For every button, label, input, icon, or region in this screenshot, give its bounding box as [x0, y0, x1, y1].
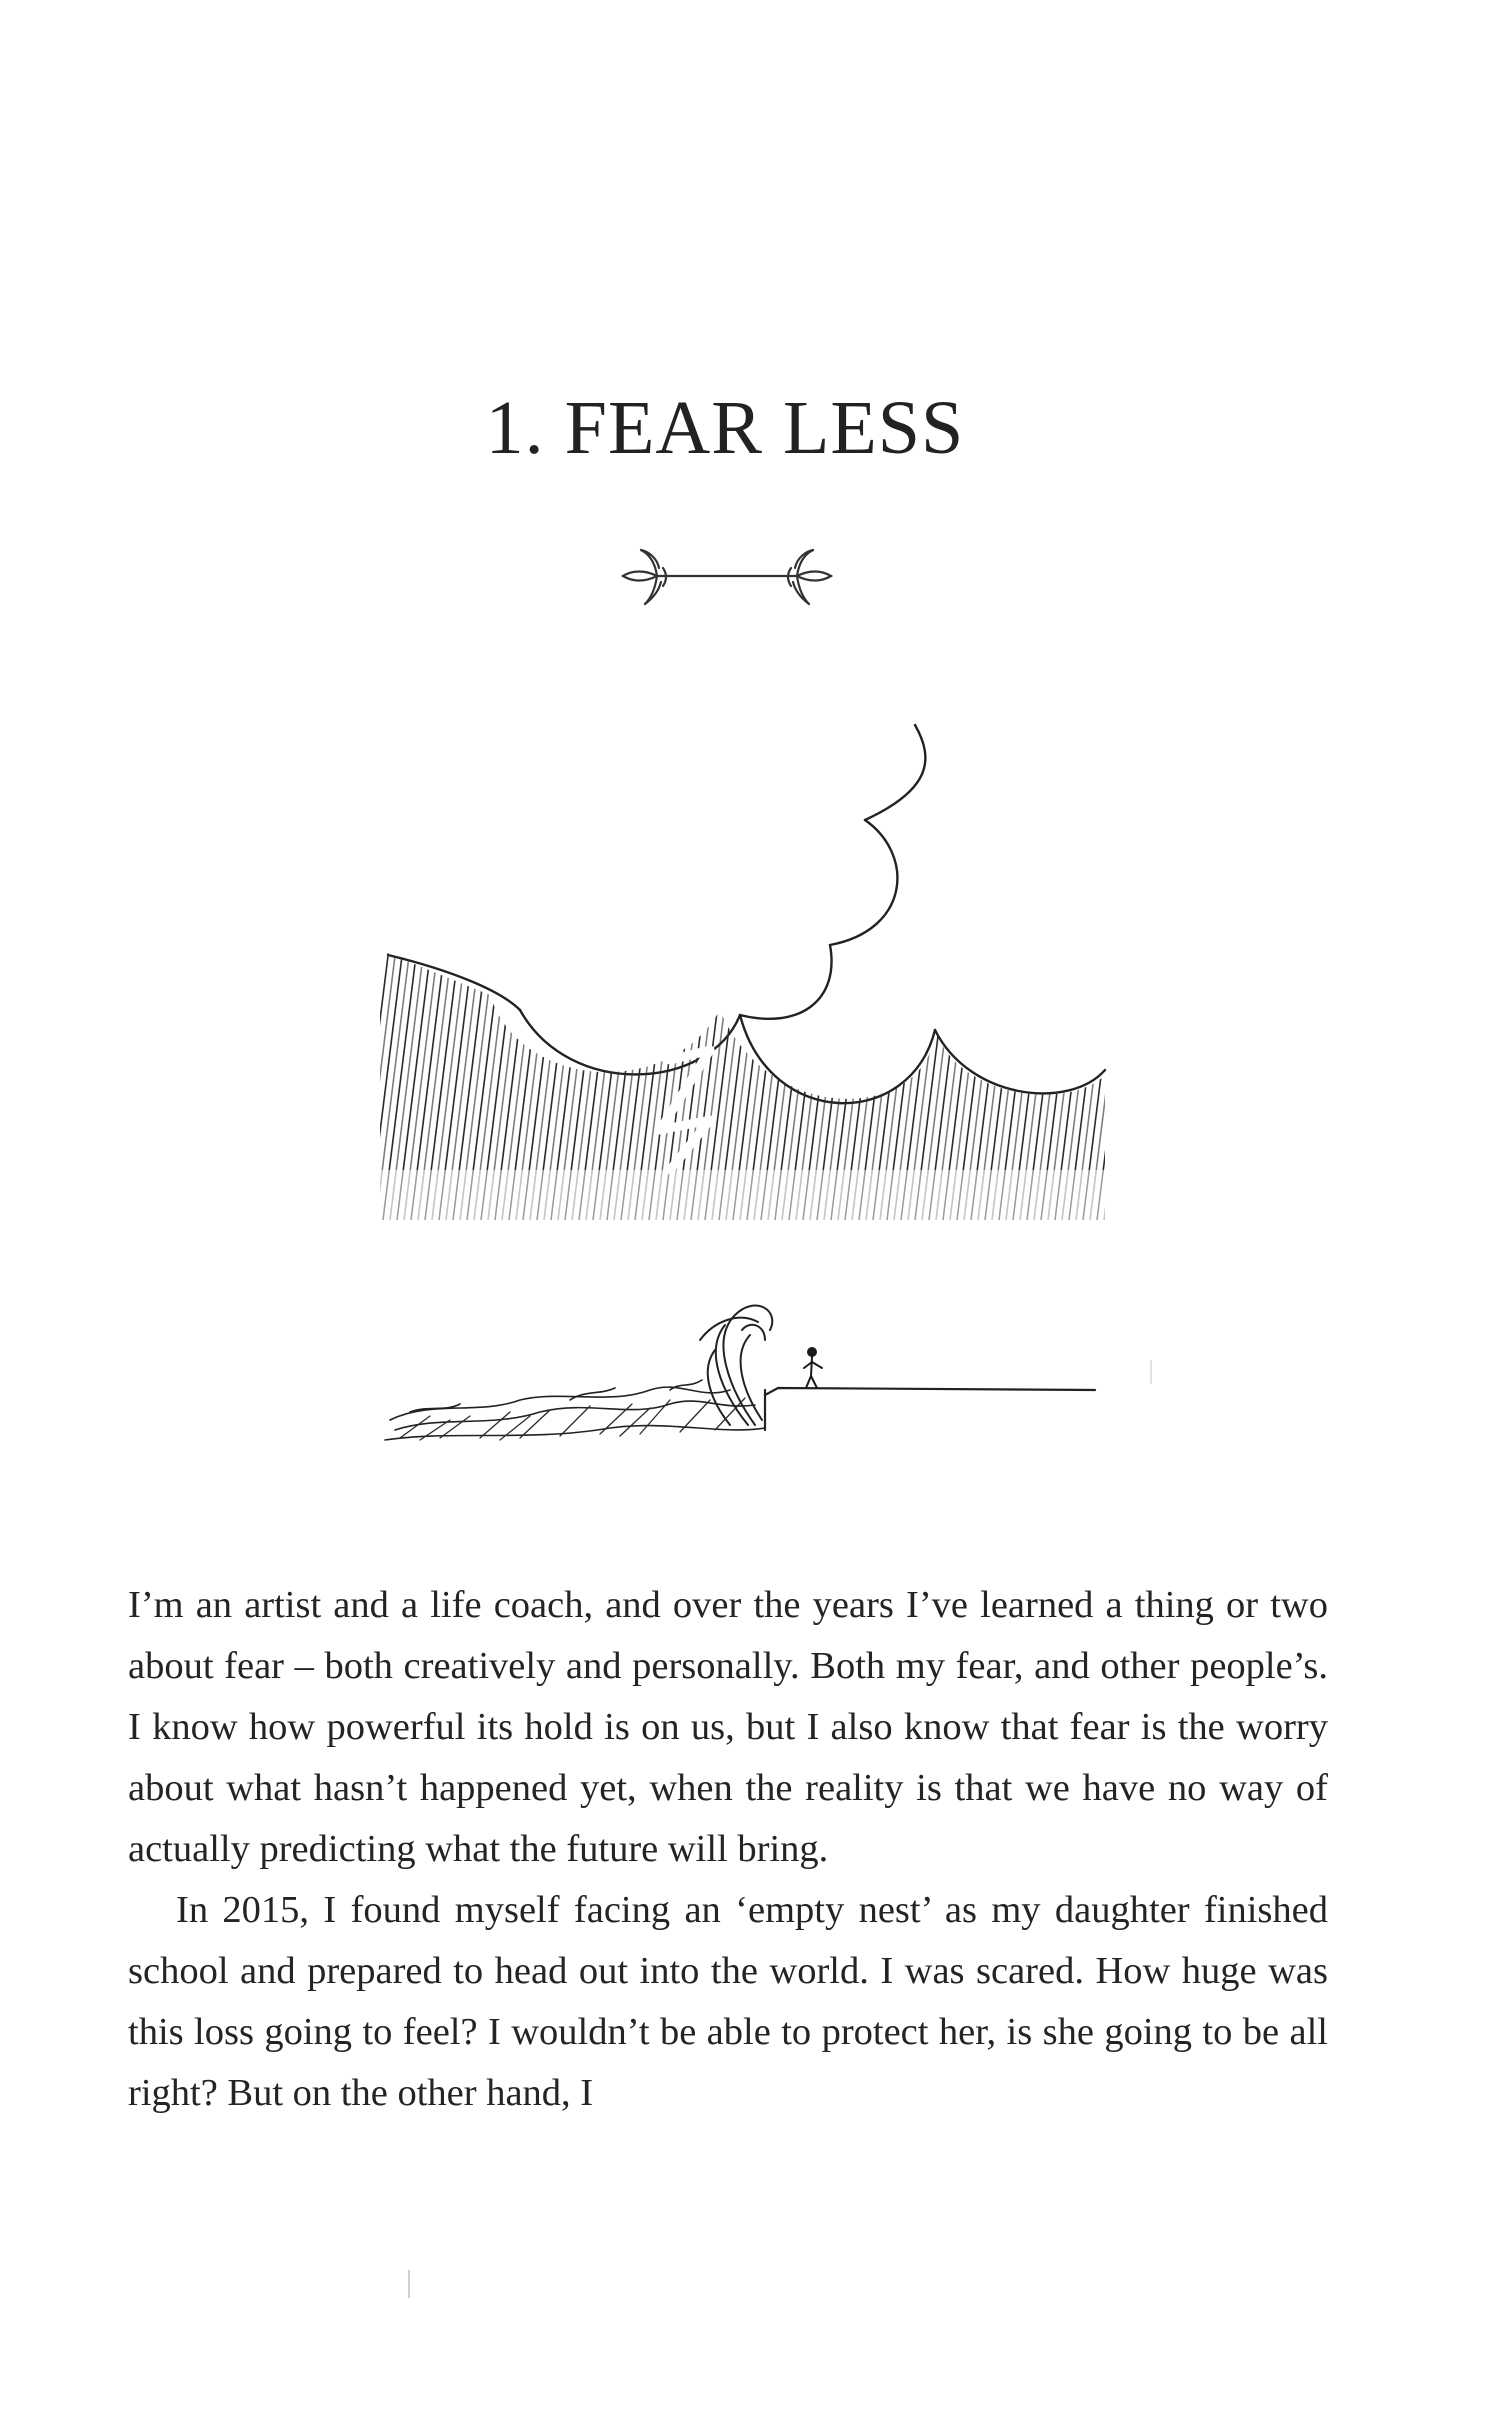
chapter-title: 1. FEAR LESS: [485, 386, 965, 470]
vine-divider-icon: [615, 540, 840, 610]
scan-mark: [408, 2270, 410, 2298]
scan-mark: [1150, 1360, 1152, 1384]
paragraph-1: I’m an artist and a life coach, and over the years I’ve learned a thing or two about fear – both creatively and personally. Both my fear, and other people’s. I know how powerful its hold is on us, but I also know that fear is the worry about what hasn’t happened yet, when the reality is that we have no way of actually predicting what the future will bring.: [128, 1584, 1328, 1870]
chapter-body-text: [128, 1575, 1328, 2124]
storm-cloud-wave-figure-illustration: [370, 700, 1130, 1460]
paragraph-2: In 2015, I found myself facing an ‘empty nest’ as my daughter finished school and prepared to head out into the world. I was scared. How huge was this loss going to feel? I wouldn’t be able to protect her, is she going to be all right? But on the other hand, I: [128, 1889, 1328, 2114]
